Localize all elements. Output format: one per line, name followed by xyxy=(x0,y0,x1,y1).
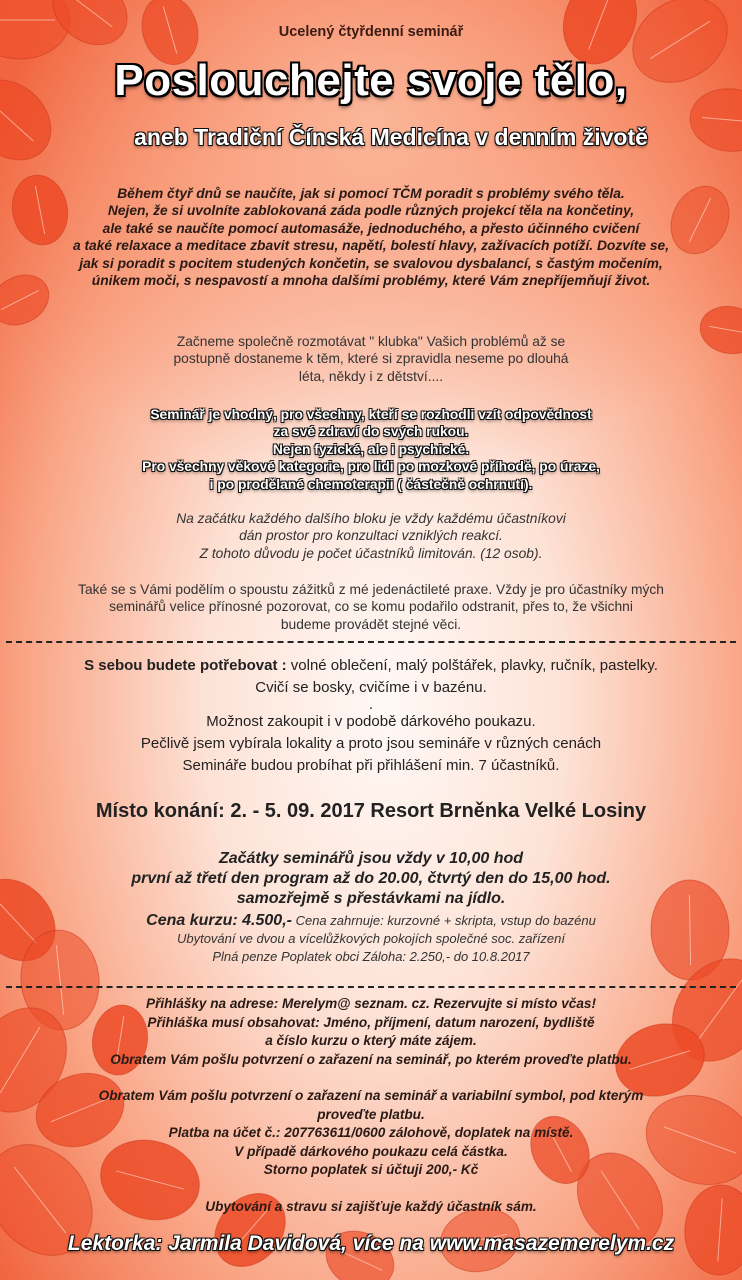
start-paragraph xyxy=(0,333,742,385)
registration-line: a číslo kurzu o který máte zájem. xyxy=(265,1033,477,1048)
intro-paragraph xyxy=(0,185,742,289)
intro-line: ale také se naučíte pomocí automasáže, jednoduchého, a přesto účinného cvičení xyxy=(102,220,640,236)
experience-line: seminářů velice přínosné pozorovat, co se komu podařilo odstranit, přes to, že všichni xyxy=(109,599,633,615)
requirements-line: Možnost zakoupit i v podobě dárkového poukazu. xyxy=(206,713,536,730)
experience-line: budeme provádět stejné věci. xyxy=(280,616,462,632)
schedule-line: samozřejmě s přestávkami na jídlo. xyxy=(236,890,506,907)
intro-line: jak si poradit s pocitem studených končetin, se svalovou dysbalancí, s častým močením, xyxy=(79,255,663,271)
registration-line: Přihlášky na adrese: Merelym@ seznam. cz. Rezervujte si místo včas! xyxy=(146,996,596,1011)
requirements-text: volné oblečení, malý polštářek, plavky, ručník, pastelky. xyxy=(286,657,658,674)
price-line: Ubytování ve dvou a vícelůžkových pokojích společné soc. zařízení xyxy=(176,931,566,946)
registration-line: Přihláška musí obsahovat: Jméno, příjmení, datum narození, bydliště xyxy=(147,1014,595,1030)
venue-heading: Místo konání: 2. - 5. 09. 2017 Resort Brněnka Velké Losiny xyxy=(95,800,647,822)
suitable-line: Seminář je vhodný, pro všechny, kteří se rozhodli vzít odpovědnost xyxy=(150,407,592,422)
payment-line: V případě dárkového poukazu celá částka. xyxy=(234,1143,508,1159)
suitable-paragraph xyxy=(0,406,742,493)
intro-line: Během čtyř dnů se naučíte, jak si pomocí TČM poradit s problémy svého těla. xyxy=(117,186,625,201)
dashed-divider xyxy=(6,986,736,988)
lector-footer: Lektorka: Jarmila Davidová, více na www.masazemerelym.cz xyxy=(67,1232,675,1255)
consultation-paragraph xyxy=(0,510,742,562)
consult-line: dán prostor pro konzultaci vzniklých reakcí. xyxy=(239,528,503,544)
schedule-line: první až třetí den program až do 20.00, čtvrtý den do 15,00 hod. xyxy=(131,870,611,887)
requirements-line: Semináře budou probíhat při přihlášení min. 7 účastníků. xyxy=(182,757,560,774)
suitable-line: i po prodělané chemoterapii ( částečně ochrnutí). xyxy=(209,476,533,492)
payment-line: proveďte platbu. xyxy=(317,1106,425,1122)
experience-paragraph xyxy=(0,581,742,633)
requirements-section xyxy=(0,655,742,777)
requirements-label: S sebou budete potřebovat : xyxy=(84,657,287,674)
seminar-kicker: Ucelený čtyřdenní seminář xyxy=(278,24,464,40)
start-line: Začneme společně rozmotávat " klubka" Vašich problémů až se xyxy=(176,334,566,349)
intro-line: a také relaxace a meditace zbavit stresu, napětí, bolestí hlavy, zažívacích potíží. Dozvíte se, xyxy=(72,238,670,254)
consult-line: Na začátku každého dalšího bloku je vždy každému účastníkovi xyxy=(176,511,566,526)
price-label: Cena kurzu: 4.500,- xyxy=(146,912,292,929)
registration-block xyxy=(0,995,742,1069)
price-block xyxy=(0,912,742,966)
separator-dot: . xyxy=(368,696,374,713)
consult-line: Z tohoto důvodu je počet účastníků limitován. (12 osob). xyxy=(199,545,543,561)
schedule-line: Začátky seminářů jsou vždy v 10,00 hod xyxy=(218,850,524,867)
requirements-line: Cvičí se bosky, cvičíme i v bazénu. xyxy=(255,679,487,696)
intro-line: Nejen, že si uvolníte zablokovaná záda podle různých projekcí těla na končetiny, xyxy=(107,203,635,219)
payment-line: Obratem Vám pošlu potvrzení o zařazení na seminář a variabilní symbol, pod kterým xyxy=(98,1088,644,1103)
page-title: Poslouchejte svoje tělo, xyxy=(114,56,628,105)
lodging-note: Ubytování a stravu si zajišťuje každý účastník sám. xyxy=(205,1199,537,1214)
start-line: postupně dostaneme k těm, které si zpravidla neseme po dlouhá xyxy=(173,351,569,367)
experience-line: Také se s Vámi podělím o spoustu zážitků z mé jedenáctileté praxe. Vždy je pro účastníky mých xyxy=(78,582,664,597)
registration-line: Obratem Vám pošlu potvrzení o zařazení na seminář, po kterém proveďte platbu. xyxy=(110,1051,632,1067)
price-includes: Cena zahrnuje: kurzovné + skripta, vstup do bazénu xyxy=(291,913,596,928)
start-line: léta, někdy i z dětství.... xyxy=(298,368,444,384)
page-subtitle: aneb Tradiční Čínská Medicína v denním životě xyxy=(134,124,648,150)
payment-line: Storno poplatek si účtuji 200,- Kč xyxy=(263,1162,479,1177)
payment-line: Platba na účet č.: 207763611/0600 zálohově, doplatek na místě. xyxy=(168,1125,574,1140)
requirements-line: Pečlivě jsem vybírala lokality a proto jsou semináře v různých cenách xyxy=(140,735,602,752)
dashed-divider xyxy=(6,641,736,643)
intro-line: únikem moči, s nespavostí a mnoha dalšími problémy, které Vám znepříjemňují život. xyxy=(91,273,651,289)
suitable-line: za své zdraví do svých rukou. xyxy=(273,424,469,440)
price-line: Plná penze Poplatek obci Záloha: 2.250,- do 10.8.2017 xyxy=(212,949,530,964)
suitable-line: Nejen fyzické, ale i psychické. xyxy=(272,441,470,457)
payment-block xyxy=(0,1087,742,1180)
schedule-block xyxy=(0,849,742,909)
suitable-line: Pro všechny věkové kategorie, pro lidi po mozkové příhodě, po úraze, xyxy=(142,459,600,475)
